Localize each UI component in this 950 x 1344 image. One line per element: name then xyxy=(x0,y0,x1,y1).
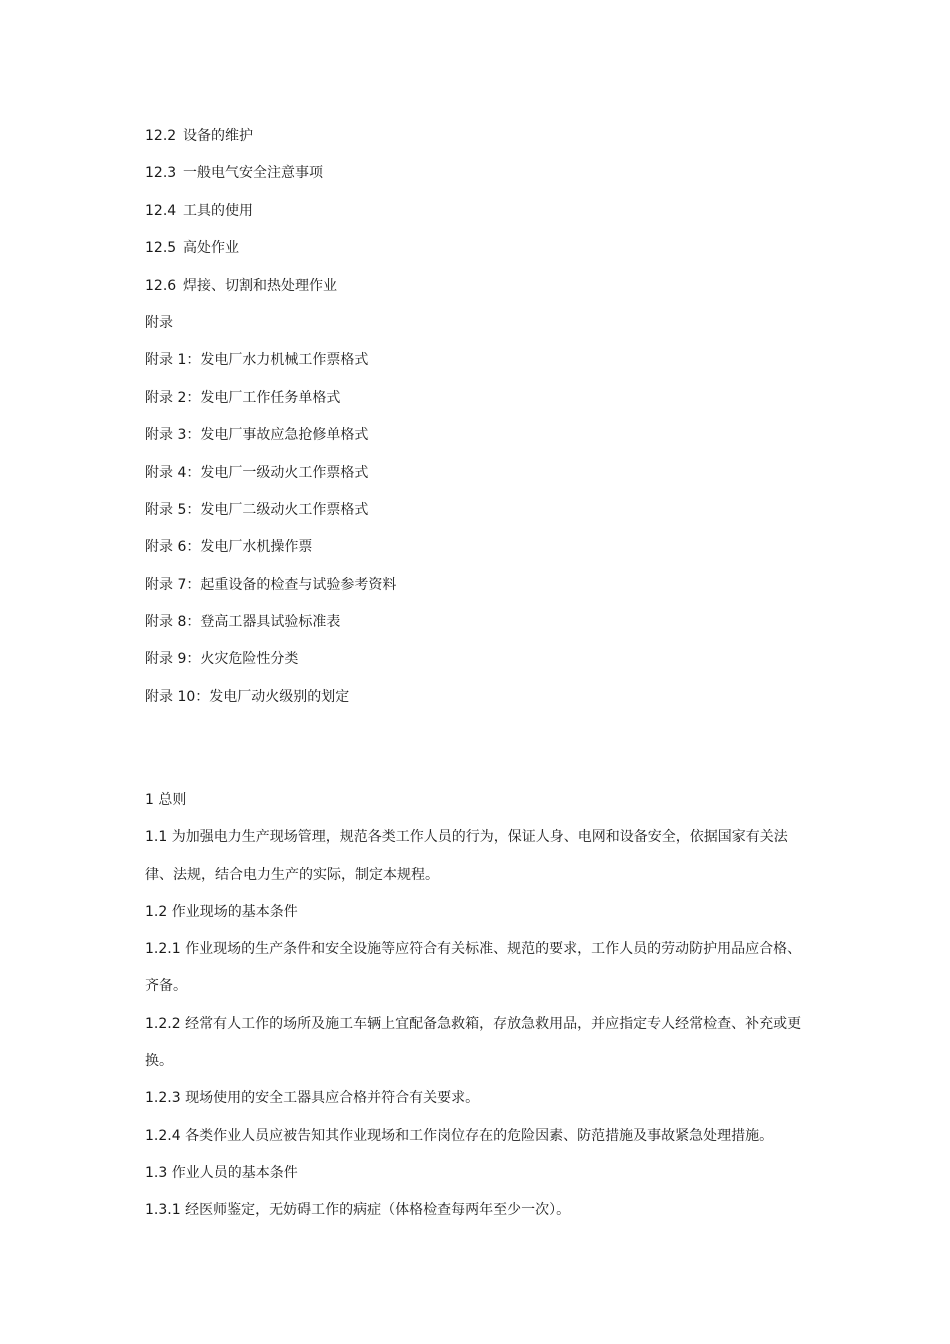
appendix-entry: 附录 10：发电厂动火级别的划定 xyxy=(145,688,350,705)
toc-entry xyxy=(145,236,825,273)
section-heading: 1 总则 xyxy=(145,792,187,808)
appendix-entry: 附录 7：起重设备的检查与试验参考资料 xyxy=(145,576,397,593)
subsection-heading-1-2: 1.2 作业现场的基本条件 xyxy=(145,903,298,920)
paragraph-1-2-3: 1.2.3 现场使用的安全工器具应合格并符合有关要求。 xyxy=(145,1090,480,1107)
appendix-entry: 附录 6：发电厂水机操作票 xyxy=(145,539,313,556)
toc-entry-number: 12.2 xyxy=(145,128,177,144)
appendix-entry: 附录 5：发电厂二级动火工作票格式 xyxy=(145,501,369,518)
appendix-entry: 附录 4：发电厂一级动火工作票格式 xyxy=(145,464,369,481)
toc-entry-title: 工具的使用 xyxy=(183,202,253,219)
toc-entry xyxy=(145,274,825,311)
subsection-heading-1-3: 1.3 作业人员的基本条件 xyxy=(145,1164,298,1181)
appendix-entry: 附录 9：火灾危险性分类 xyxy=(145,651,299,668)
toc-entry-title: 焊接、切割和热处理作业 xyxy=(183,277,337,294)
appendix-entry: 附录 3：发电厂事故应急抢修单格式 xyxy=(145,427,369,444)
toc-entry-number: 12.4 xyxy=(145,202,177,219)
toc-entry-number: 12.5 xyxy=(145,240,177,257)
body-text xyxy=(145,782,815,1230)
table-of-contents xyxy=(145,124,825,722)
toc-entry-title: 一般电气安全注意事项 xyxy=(183,165,323,182)
paragraph-1-2-4: 1.2.4 各类作业人员应被告知其作业现场和工作岗位存在的危险因素、防范措施及事故紧急处理措施。 xyxy=(145,1127,774,1144)
paragraph-1-1: 1.1 为加强电力生产现场管理，规范各类工作人员的行为，保证人身、电网和设备安全，依据国家有关法律、法规，结合电力生产的实际，制定本规程。 xyxy=(145,829,788,883)
paragraph-1-3-1: 1.3.1 经医师鉴定，无妨碍工作的病症（体格检查每两年至少一次）。 xyxy=(145,1202,571,1219)
appendix-heading: 附录 xyxy=(145,314,173,331)
appendix-entry: 附录 2：发电厂工作任务单格式 xyxy=(145,389,341,406)
paragraph-1-2-1: 1.2.1 作业现场的生产条件和安全设施等应符合有关标准、规范的要求，工作人员的劳动防护用品应合格、齐备。 xyxy=(145,941,802,995)
toc-entry xyxy=(145,124,825,161)
toc-entry-number: 12.3 xyxy=(145,165,177,182)
toc-entry-number: 12.6 xyxy=(145,277,177,294)
paragraph-1-2-2: 1.2.2 经常有人工作的场所及施工车辆上宜配备急救箱，存放急救用品，并应指定专人经常检查、补充或更换。 xyxy=(145,1015,802,1070)
toc-entry-title: 设备的维护 xyxy=(183,128,253,144)
appendix-entry: 附录 8：登高工器具试验标准表 xyxy=(145,614,341,631)
toc-entry-title: 高处作业 xyxy=(183,240,239,257)
appendix-entry: 附录 1：发电厂水力机械工作票格式 xyxy=(145,352,369,369)
toc-entry xyxy=(145,199,825,236)
toc-entry xyxy=(145,161,825,198)
